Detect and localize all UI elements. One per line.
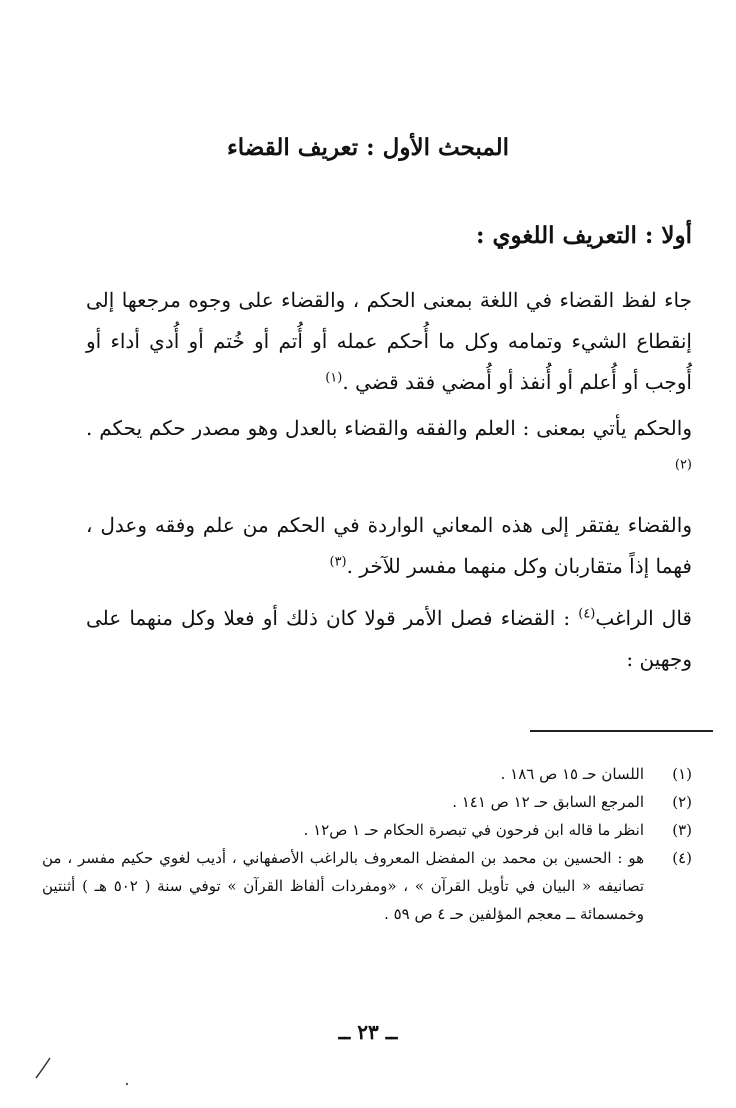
footnote-number: (١)	[672, 765, 692, 783]
footnote-item	[42, 844, 692, 928]
footnote-item	[42, 816, 692, 844]
footnote-ref[interactable]: (١)	[325, 370, 343, 386]
section-title: المبحث الأول : تعريف القضاء	[226, 134, 510, 161]
footnote-item	[42, 788, 692, 816]
footnote-number: (٤)	[672, 849, 692, 867]
footnote-text: هو : الحسين بن محمد بن المفضل المعروف بالراغب الأصفهاني ، أديب لغوي حكيم مفسر ، من تصانيفه « البيان في تأويل القرآن » ، «ومفردات ألفاظ القرآن » توفي سنة ( ٥٠٢ هـ ) أثنتين وخمسمائة ــ معجم المؤلفين حـ ٤ ص ٥٩ .	[42, 849, 644, 923]
footnote-text: المرجع السابق حـ ١٢ ص ١٤١ .	[452, 793, 644, 811]
section-subtitle: أولا : التعريف اللغوي :	[476, 222, 692, 249]
paragraph-text: : القضاء فصل الأمر قولا كان ذلك أو فعلا وكل منهما على وجهين :	[86, 606, 692, 671]
footnote-number: (٣)	[672, 821, 692, 839]
paragraph-4	[86, 598, 692, 680]
footnote-number: (٢)	[672, 793, 692, 811]
footnotes-list	[42, 760, 692, 928]
footnote-ref[interactable]: (٤)	[578, 606, 596, 622]
paragraph-text: والقضاء يفتقر إلى هذه المعاني الواردة في الحكم من علم وفقه وعدل ، فهما إذاً متقاربان وكل منهما مفسر للآخر .	[86, 513, 692, 578]
footnote-text: انظر ما قاله ابن فرحون في تبصرة الحكام حـ ١ ص١٢ .	[303, 821, 644, 839]
footnote-ref[interactable]: (٣)	[329, 554, 347, 570]
footnote-item	[42, 760, 692, 788]
footnote-ref[interactable]: (٢)	[674, 457, 692, 473]
paragraph-text: قال الراغب	[595, 606, 692, 630]
footnote-text: اللسان حـ ١٥ ص ١٨٦ .	[500, 765, 644, 783]
paragraph-text: والحكم يأتي بمعنى : العلم والفقه والقضاء بالعدل وهو مصدر حكم يحكم .	[86, 416, 692, 440]
paragraph-2	[86, 408, 692, 490]
page-number: ــ ٢٣ ــ	[338, 1020, 398, 1044]
paragraph-3	[86, 505, 692, 587]
paragraph-1	[86, 280, 692, 403]
paragraph-text: جاء لفظ القضاء في اللغة بمعنى الحكم ، والقضاء على وجوه مرجعها إلى إنقطاع الشيء وتمامه وكل ما أُحكم عمله أو أُتم أو خُتم أو أُدي أداء أو أُوجب أو أُعلم أو أُنفذ أو أُمضي فقد قضي .	[86, 288, 692, 394]
footnote-divider	[530, 730, 713, 732]
